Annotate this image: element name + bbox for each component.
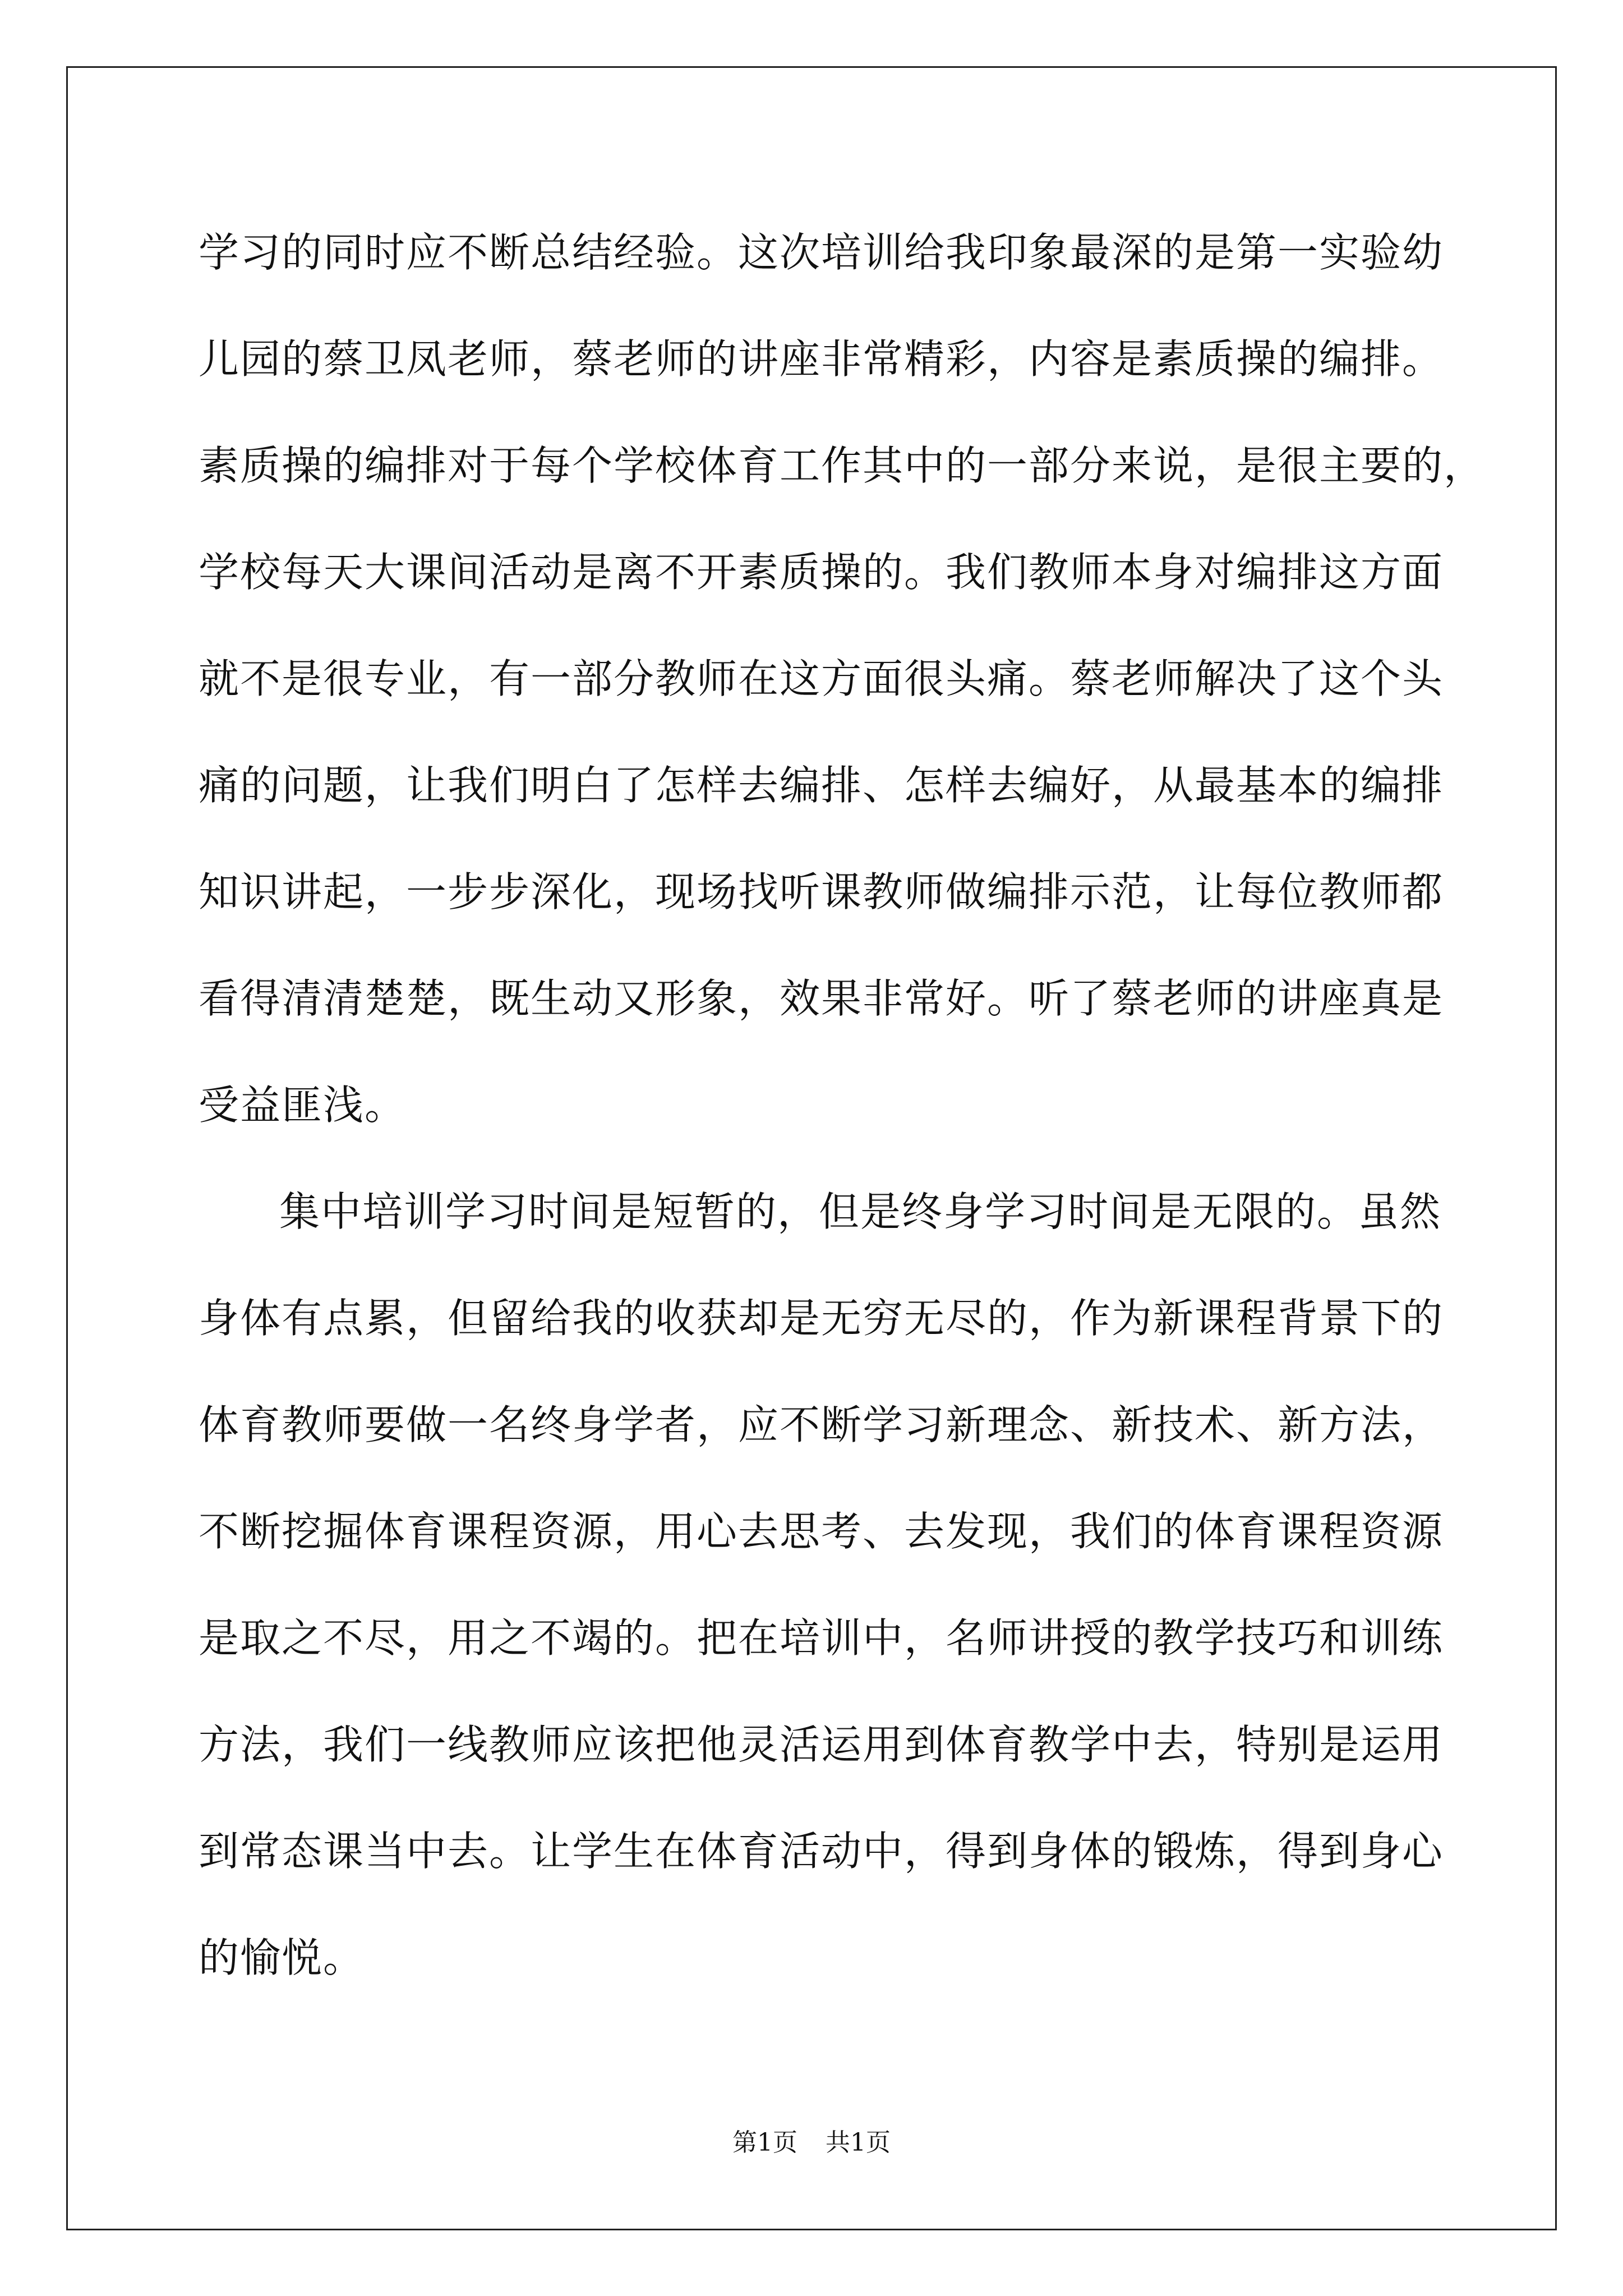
paragraph-start-line: 集中培训学习时间是短暂的，但是终身学习时间是无限的。虽然 xyxy=(279,1188,1442,1235)
text-line: 到常态课当中去。让学生在体育活动中，得到身体的锻炼，得到身心 xyxy=(199,1828,1444,1875)
text-line: 儿园的蔡卫凤老师，蔡老师的讲座非常精彩，内容是素质操的编排。 xyxy=(199,335,1444,383)
text-line: 就不是很专业，有一部分教师在这方面很头痛。蔡老师解决了这个头 xyxy=(199,655,1444,702)
text-line: 体育教师要做一名终身学者，应不断学习新理念、新技术、新方法， xyxy=(199,1401,1444,1448)
document-body xyxy=(199,219,1486,2031)
text-line: 知识讲起，一步步深化，现场找听课教师做编排示范，让每位教师都 xyxy=(199,868,1444,915)
text-line: 方法，我们一线教师应该把他灵活运用到体育教学中去，特别是运用 xyxy=(199,1721,1444,1768)
text-line: 学习的同时应不断总结经验。这次培训给我印象最深的是第一实验幼 xyxy=(199,229,1444,276)
text-line: 的愉悦。 xyxy=(199,1934,365,1981)
text-line: 身体有点累，但留给我的收获却是无穷无尽的，作为新课程背景下的 xyxy=(199,1295,1444,1342)
text-line: 是取之不尽，用之不竭的。把在培训中，名师讲授的教学技巧和训练 xyxy=(199,1614,1444,1662)
text-line: 不断挖掘体育课程资源，用心去思考、去发现，我们的体育课程资源 xyxy=(199,1508,1444,1555)
page-total: 共1页 xyxy=(826,2128,891,2157)
text-line: 看得清清楚楚，既生动又形象，效果非常好。听了蔡老师的讲座真是 xyxy=(199,975,1444,1022)
page-footer xyxy=(0,2126,1623,2160)
page-number: 第1页 xyxy=(732,2128,797,2157)
text-line: 受益匪浅。 xyxy=(199,1082,407,1129)
text-line: 素质操的编排对于每个学校体育工作其中的一部分来说，是很主要的， xyxy=(199,442,1486,489)
text-line: 痛的问题，让我们明白了怎样去编排、怎样去编好，从最基本的编排 xyxy=(199,762,1444,809)
text-line: 学校每天大课间活动是离不开素质操的。我们教师本身对编排这方面 xyxy=(199,549,1444,596)
